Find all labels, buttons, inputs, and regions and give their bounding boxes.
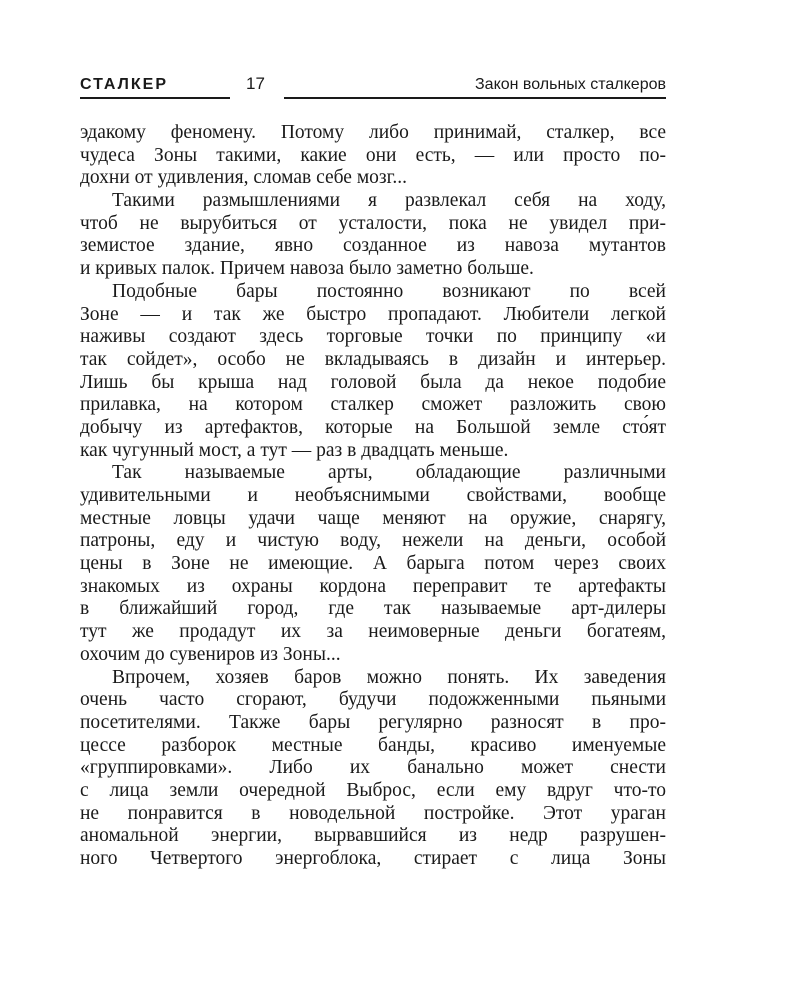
page-number: 17 bbox=[246, 74, 265, 93]
paragraph-first-line: Подобные бары постоянно возникают по всей bbox=[112, 280, 666, 302]
text-line: аномальной энергии, вырвавшийся из недр разрушен- bbox=[80, 825, 666, 847]
text-line: ного Четвертого энергоблока, стирает с лица Зоны bbox=[80, 848, 666, 869]
text-line: цессе разборок местные банды, красиво именуемые bbox=[80, 734, 666, 756]
text-line: и кривых палок. Причем навоза было заметно больше. bbox=[80, 258, 534, 280]
text-line: как чугунный мост, а тут — раз в двадцать меньше. bbox=[80, 439, 509, 461]
text-line: не понравится в новодельной постройке. Этот ураган bbox=[80, 802, 666, 824]
paragraph-first-line: Впрочем, хозяев баров можно понять. Их заведения bbox=[112, 666, 666, 688]
text-line: чудеса Зоны такими, какие они есть, — или просто по- bbox=[80, 144, 666, 166]
text-line: цены в Зоне не имеющие. А барыга потом через своих bbox=[80, 553, 666, 575]
text-line: очень часто сгорают, будучи подожженными пьяными bbox=[80, 689, 666, 711]
text-line: патроны, еду и чистую воду, нежели на деньги, особой bbox=[80, 530, 666, 552]
running-header bbox=[80, 72, 666, 100]
paragraph-first-line: Такими размышлениями я развлекал себя на ходу, bbox=[112, 190, 666, 212]
text-line: прилавка, на котором сталкер сможет разложить свою bbox=[80, 394, 666, 416]
header-rule-right bbox=[284, 97, 666, 99]
text-line: охочим до сувениров из Зоны... bbox=[80, 643, 341, 665]
paragraph-first-line: Так называемые арты, обладающие различными bbox=[112, 462, 666, 484]
chapter-title: Закон вольных сталкеров bbox=[475, 76, 666, 93]
body-text bbox=[80, 122, 666, 871]
text-line: тут же продадут их за неимоверные деньги богатеям, bbox=[80, 621, 666, 643]
series-title: СТАЛКЕР bbox=[80, 76, 169, 93]
text-line: в ближайший город, где так называемые арт-дилеры bbox=[80, 598, 666, 620]
text-line: наживы создают здесь торговые точки по принципу «и bbox=[80, 326, 666, 348]
text-line: знакомых из охраны кордона переправит те артефакты bbox=[80, 575, 666, 597]
text-line: так сойдет», особо не вкладываясь в дизайн и интерьер. bbox=[80, 348, 666, 370]
text-line: Лишь бы крыша над головой была да некое подобие bbox=[80, 371, 666, 393]
text-line: с лица земли очередной Выброс, если ему вдруг что-то bbox=[80, 779, 666, 801]
text-line: «группировками». Либо их банально может снести bbox=[80, 757, 666, 779]
header-rule-left bbox=[80, 97, 230, 99]
text-line: земистое здание, явно созданное из навоза мутантов bbox=[80, 235, 666, 257]
text-line: местные ловцы удачи чаще меняют на оружие, снарягу, bbox=[80, 507, 666, 529]
text-line: добычу из артефактов, которые на Большой земле сто́ят bbox=[80, 416, 666, 438]
text-line: удивительными и необъяснимыми свойствами, вообще bbox=[80, 485, 666, 506]
text-line: чтоб не вырубиться от усталости, пока не увидел при- bbox=[80, 212, 666, 234]
text-line: эдакому феномену. Потому либо принимай, сталкер, все bbox=[80, 122, 666, 143]
text-line: Зоне — и так же быстро пропадают. Любители легкой bbox=[80, 303, 666, 325]
text-line: посетителями. Также бары регулярно разносят в про- bbox=[80, 711, 666, 733]
text-line: дохни от удивления, сломав себе мозг... bbox=[80, 167, 408, 189]
